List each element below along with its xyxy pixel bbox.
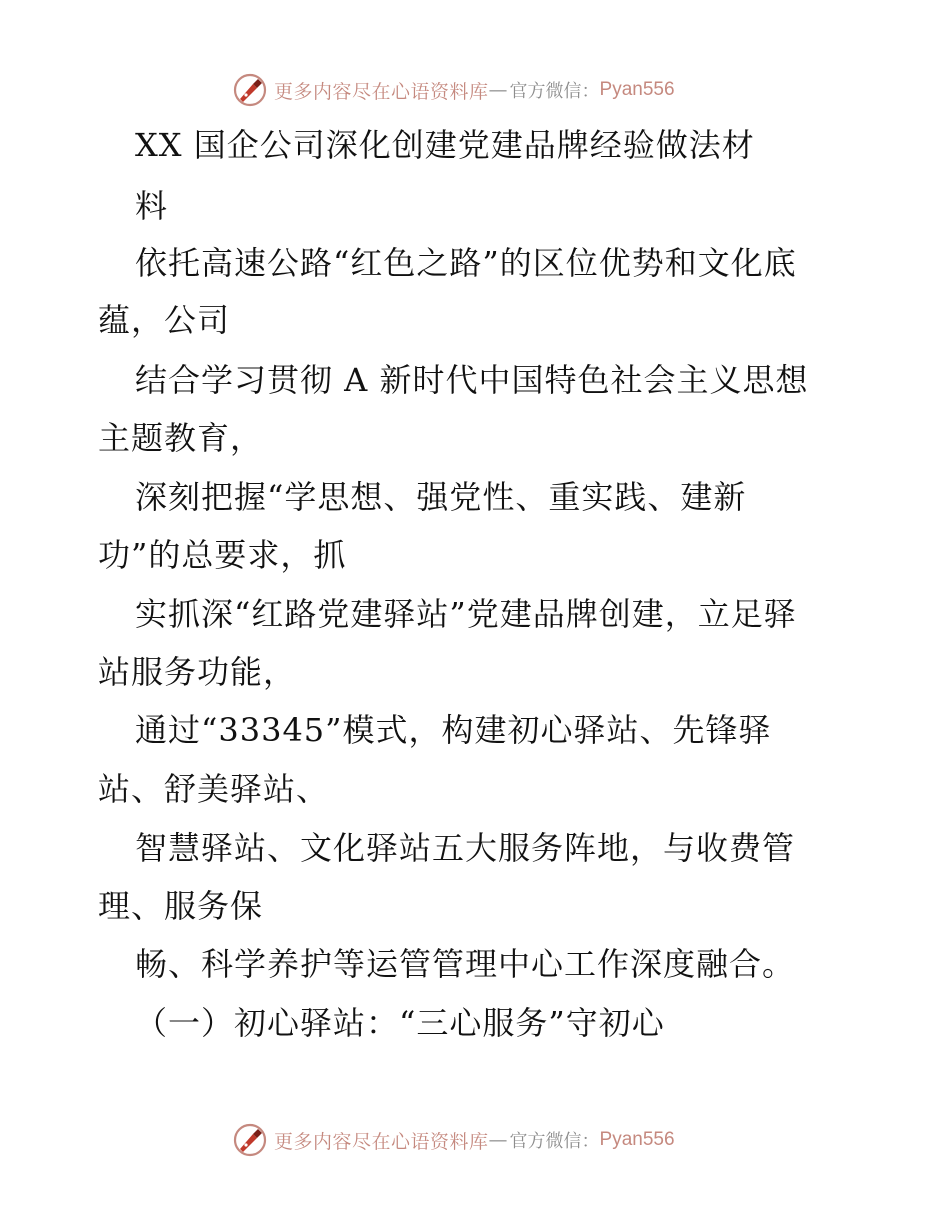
text-line: 畅、科学养护等运管管理中心工作深度融合。 xyxy=(135,945,796,983)
footer-watermark xyxy=(232,1120,675,1160)
pen-nib-logo-icon xyxy=(232,72,268,108)
text-line: 实抓深“红路党建驿站”党建品牌创建，立足驿 xyxy=(135,595,797,633)
text-line: 主题教育， xyxy=(98,419,264,457)
text-line: 智慧驿站、文化驿站五大服务阵地，与收费管 xyxy=(135,829,796,867)
header-watermark xyxy=(232,70,675,110)
title-line-1: XX 国企公司深化创建党建品牌经验做法材 xyxy=(135,126,755,164)
text-line: 理、服务保 xyxy=(98,887,264,925)
section-heading: （一）初心驿站：“三心服务”守初心 xyxy=(135,1004,665,1042)
watermark-dash: — xyxy=(488,1129,508,1151)
text-line: 站、舒美驿站、 xyxy=(98,770,330,808)
text-line: 深刻把握“学思想、强党性、重实践、建新 xyxy=(135,478,747,516)
title-line-2: 料 xyxy=(135,187,169,225)
pen-nib-logo-icon xyxy=(232,1122,268,1158)
watermark-label: 官方微信： xyxy=(509,1131,600,1152)
text-line: 站服务功能， xyxy=(98,653,297,691)
watermark-wechat-id: Pyan556 xyxy=(599,79,675,100)
watermark-wechat-id: Pyan556 xyxy=(599,1129,675,1150)
watermark-label: 官方微信： xyxy=(509,81,600,102)
text-line: 结合学习贯彻 A 新时代中国特色社会主义思想 xyxy=(135,361,809,399)
watermark-text: 更多内容尽在心语资料库 xyxy=(274,80,489,103)
watermark-dash: — xyxy=(488,79,508,101)
text-line: 依托高速公路“红色之路”的区位优势和文化底 xyxy=(135,244,797,282)
watermark-text: 更多内容尽在心语资料库 xyxy=(274,1130,489,1153)
text-line: 通过“33345”模式，构建初心驿站、先锋驿 xyxy=(135,711,772,749)
text-line: 蕴，公司 xyxy=(98,301,231,339)
text-line: 功”的总要求，抓 xyxy=(98,536,347,574)
